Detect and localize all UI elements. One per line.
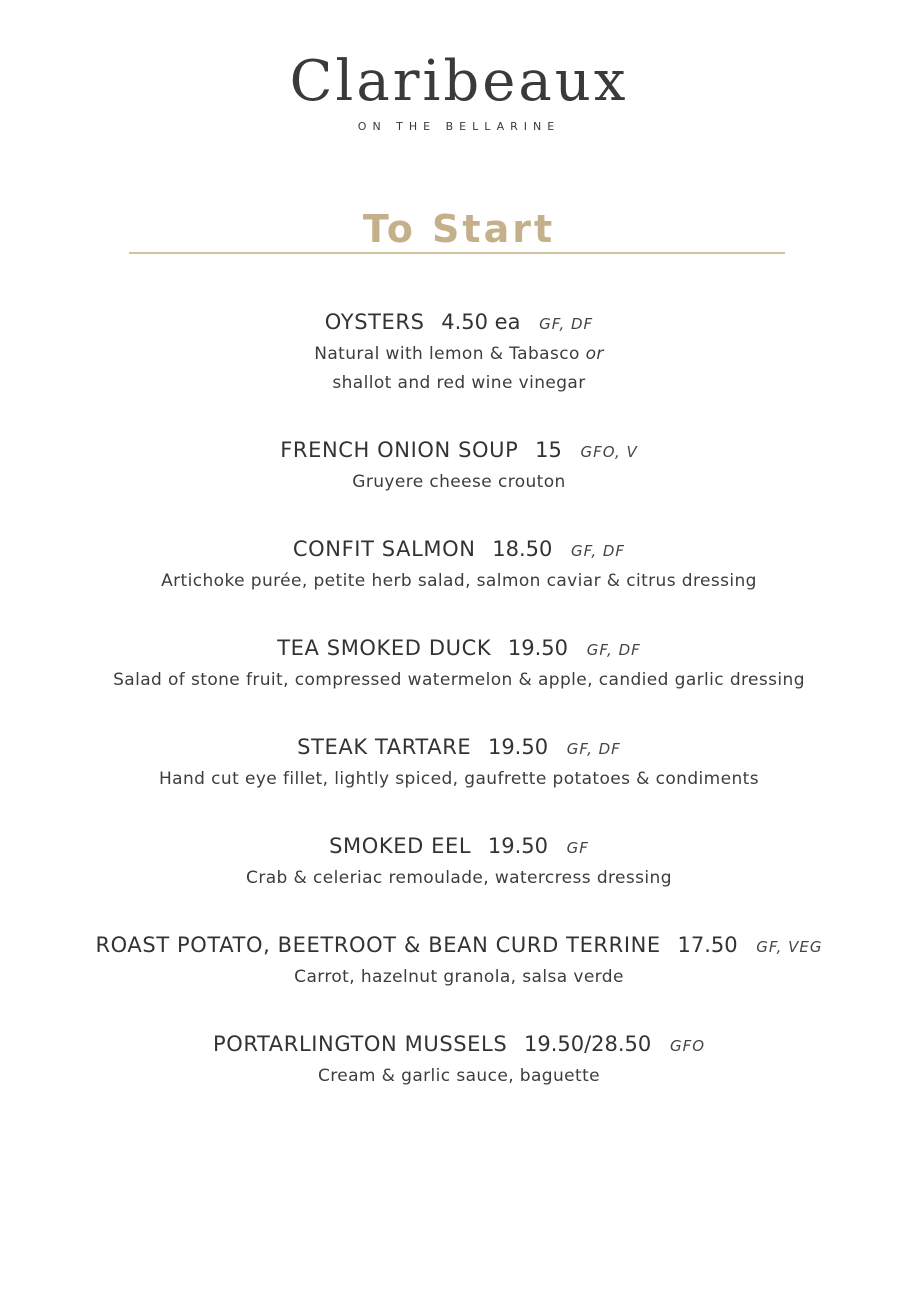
dish-price: 17.50 — [677, 933, 738, 957]
dietary-tags: GF, VEG — [756, 938, 823, 956]
dietary-tags: GF, DF — [539, 315, 594, 333]
dish-name: ROAST POTATO, BEETROOT & BEAN CURD TERRINE — [95, 933, 661, 957]
menu-header — [0, 50, 918, 133]
dish-price: 19.50 — [487, 834, 548, 858]
dietary-tags: GF — [566, 839, 589, 857]
dish-name: OYSTERS — [324, 310, 425, 334]
dish-name: CONFIT SALMON — [292, 537, 476, 561]
dish-description: Crab & celeriac remoulade, watercress dressing — [246, 868, 672, 888]
menu-item-smoked-eel — [0, 830, 918, 893]
menu-list — [0, 306, 918, 1127]
dish-name: FRENCH ONION SOUP — [280, 438, 519, 462]
dish-price: 19.50/28.50 — [523, 1032, 652, 1056]
brand-tagline: ON THE BELLARINE — [357, 120, 561, 133]
dish-price: 15 — [535, 438, 562, 462]
dish-name: SMOKED EEL — [329, 834, 472, 858]
brand-logo: Claribeaux — [289, 49, 629, 114]
dietary-tags: GF, DF — [571, 542, 626, 560]
dish-name: PORTARLINGTON MUSSELS — [212, 1032, 508, 1056]
dish-description: Hand cut eye fillet, lightly spiced, gaufrette potatoes & condiments — [159, 769, 759, 789]
description-line: shallot and red wine vinegar — [332, 373, 586, 393]
dish-heading — [0, 533, 918, 567]
dish-description — [0, 340, 918, 398]
dish-description: Cream & garlic sauce, baguette — [317, 1066, 601, 1086]
dietary-tags: GFO — [669, 1037, 706, 1055]
dietary-tags: GF, DF — [586, 641, 641, 659]
menu-item-confit-salmon — [0, 533, 918, 596]
menu-item-tea-smoked-duck — [0, 632, 918, 695]
menu-item-oysters — [0, 306, 918, 398]
description-line — [0, 340, 918, 369]
dish-price: 19.50 — [507, 636, 569, 660]
description-emphasis: or — [585, 344, 604, 364]
section-divider — [129, 252, 785, 254]
dietary-tags: GF, DF — [566, 740, 621, 758]
menu-item-portarlington-mussels — [0, 1028, 918, 1091]
dish-name: STEAK TARTARE — [297, 735, 472, 759]
dish-description: Gruyere cheese crouton — [352, 472, 566, 492]
dish-name: TEA SMOKED DUCK — [277, 636, 492, 660]
dish-heading — [0, 929, 918, 963]
description-text: Natural with lemon & Tabasco — [314, 344, 586, 364]
section-title: To Start — [362, 207, 556, 251]
dish-price: 19.50 — [487, 735, 549, 759]
dish-heading — [0, 731, 918, 765]
dietary-tags: GFO, V — [580, 443, 638, 461]
dish-heading — [0, 1028, 918, 1062]
dish-description: Carrot, hazelnut granola, salsa verde — [294, 967, 624, 987]
dish-heading — [0, 434, 918, 468]
dish-price: 4.50 ea — [441, 310, 521, 334]
menu-item-french-onion-soup — [0, 434, 918, 497]
menu-item-steak-tartare — [0, 731, 918, 794]
dish-heading — [0, 632, 918, 666]
dish-description: Artichoke purée, petite herb salad, salmon caviar & citrus dressing — [161, 571, 757, 591]
dish-heading — [0, 830, 918, 864]
dish-heading — [0, 306, 918, 340]
dish-description: Salad of stone fruit, compressed watermelon & apple, candied garlic dressing — [113, 670, 805, 690]
menu-item-terrine — [0, 929, 918, 992]
dish-price: 18.50 — [492, 537, 553, 561]
